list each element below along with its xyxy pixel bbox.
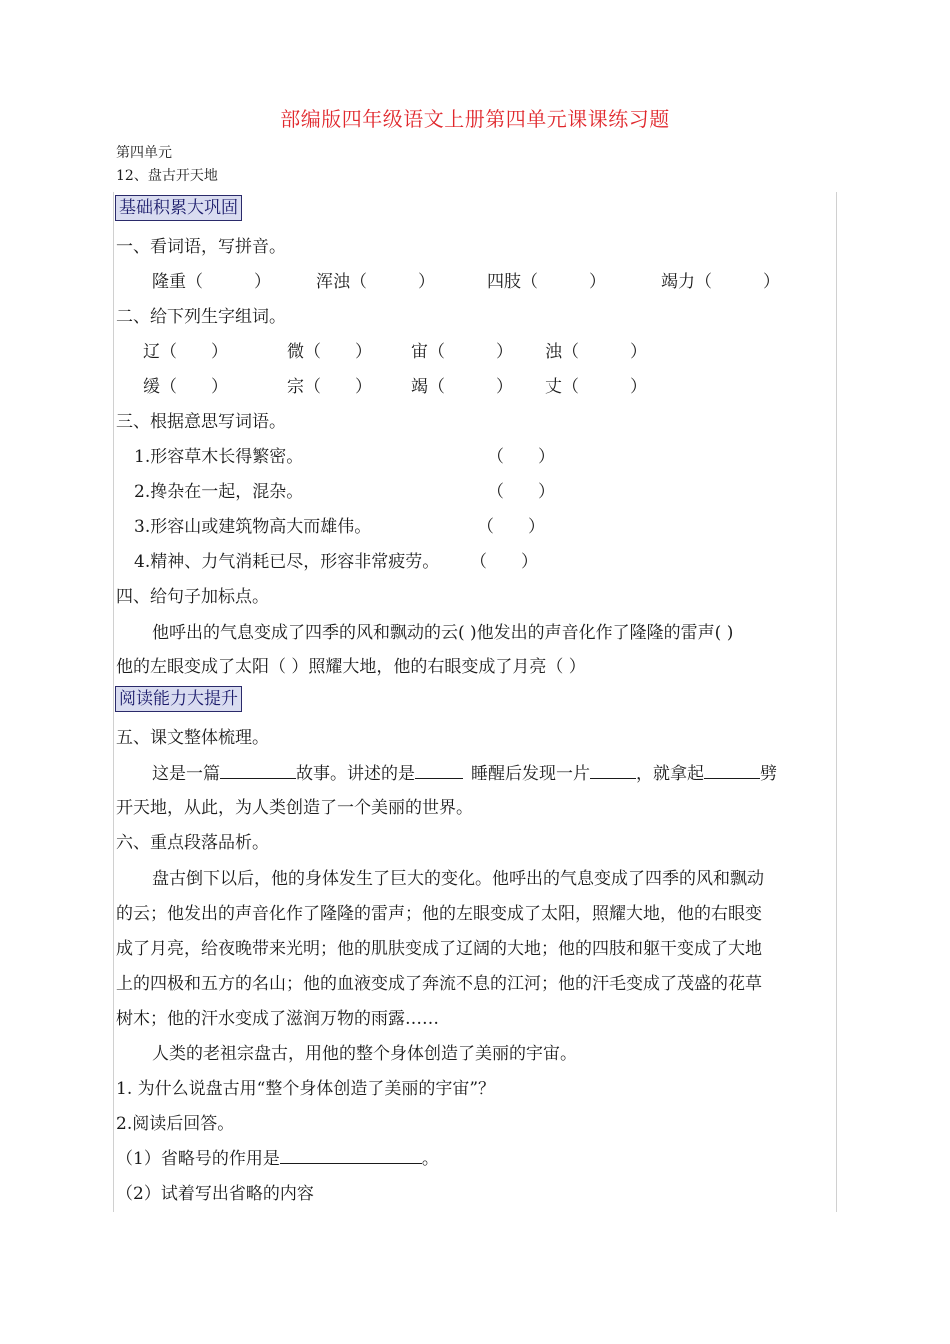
passage-line: 上的四极和五方的名山；他的血液变成了奔流不息的江河；他的汗毛变成了茂盛的花草 [116,974,762,994]
q5-text: 劈 [760,764,777,784]
answer-blank[interactable] [704,762,760,779]
section-tag-basics: 基础积累大巩固 [115,195,242,221]
answer-blank[interactable] [415,762,463,779]
q6-heading: 六、重点段落品析。 [116,833,269,853]
answer-blank[interactable] [280,1147,422,1164]
q1-item: 隆重（ ） [152,272,271,292]
q6-question-2b: （2）试着写出省略的内容 [116,1184,314,1204]
unit-label: 第四单元 [116,145,172,161]
q1-heading: 一、看词语，写拼音。 [116,237,286,257]
q5-text: 开天地，从此，为人类创造了一个美丽的世界。 [116,798,473,818]
lesson-label: 12、盘古开天地 [116,168,218,184]
passage-line: 人类的老祖宗盘古，用他的整个身体创造了美丽的宇宙。 [152,1044,577,1064]
q2-item: 宗（ ） [287,377,372,397]
q5-heading: 五、课文整体梳理。 [116,728,269,748]
q2-item: 缓（ ） [143,377,228,397]
q5-text: 这是一篇 [152,764,220,784]
q3-item-text: 4.精神、力气消耗已尽，形容非常疲劳。 [134,552,440,572]
section-tag-reading: 阅读能力大提升 [115,686,242,712]
passage-line: 树木；他的汗水变成了滋润万物的雨露…… [116,1009,439,1029]
q1-item: 浑浊（ ） [316,272,435,292]
q3-item-paren: （ ） [477,517,545,537]
q6-question-1: 1. 为什么说盘古用“整个身体创造了美丽的宇宙”？ [116,1079,496,1099]
answer-blank[interactable] [590,762,636,779]
q4-heading: 四、给句子加标点。 [116,587,269,607]
q6-question-2a [116,1144,439,1169]
q2-item: 辽（ ） [143,342,228,362]
q5-text: ，就拿起 [636,764,704,784]
q4-sentence: 他的左眼变成了太阳（ ）照耀大地，他的右眼变成了月亮（ ） [116,657,586,677]
q1-item: 竭力（ ） [661,272,780,292]
q3-item-paren: （ ） [487,447,555,467]
q1-item: 四肢（ ） [487,272,606,292]
q4-sentence: 他呼出的气息变成了四季的风和飘动的云( )他发出的声音化作了隆隆的雷声( ) [152,623,734,643]
passage-line: 成了月亮，给夜晚带来光明；他的肌肤变成了辽阔的大地；他的四肢和躯干变成了大地 [116,939,762,959]
answer-blank[interactable] [220,762,296,779]
q5-fill-line [152,759,777,784]
q2-item: 丈（ ） [545,377,647,397]
passage-line: 盘古倒下以后，他的身体发生了巨大的变化。他呼出的气息变成了四季的风和飘动 [152,869,764,889]
q3-item-text: 3.形容山或建筑物高大而雄伟。 [134,517,372,537]
q2-item: 浊（ ） [545,342,647,362]
q6-text: 。 [421,1149,439,1169]
passage-line: 的云；他发出的声音化作了隆隆的雷声；他的左眼变成了太阳，照耀大地，他的右眼变 [116,904,762,924]
q3-item-paren: （ ） [487,482,555,502]
q3-item-text: 2.搀杂在一起，混杂。 [134,482,304,502]
q3-item-paren: （ ） [470,552,538,572]
q3-item-text: 1.形容草木长得繁密。 [134,447,304,467]
document-title: 部编版四年级语文上册第四单元课课练习题 [280,107,670,131]
q5-text: 故事。讲述的是 [296,764,415,784]
q2-item: 宙（ ） [411,342,513,362]
q2-item: 微（ ） [287,342,372,362]
q3-heading: 三、根据意思写词语。 [116,412,286,432]
q2-item: 竭（ ） [411,377,513,397]
q6-text: （1）省略号的作用是 [116,1149,280,1169]
q6-question-2: 2.阅读后回答。 [116,1114,235,1134]
q2-heading: 二、给下列生字组词。 [116,307,286,327]
q5-text: 睡醒后发现一片 [471,764,590,784]
